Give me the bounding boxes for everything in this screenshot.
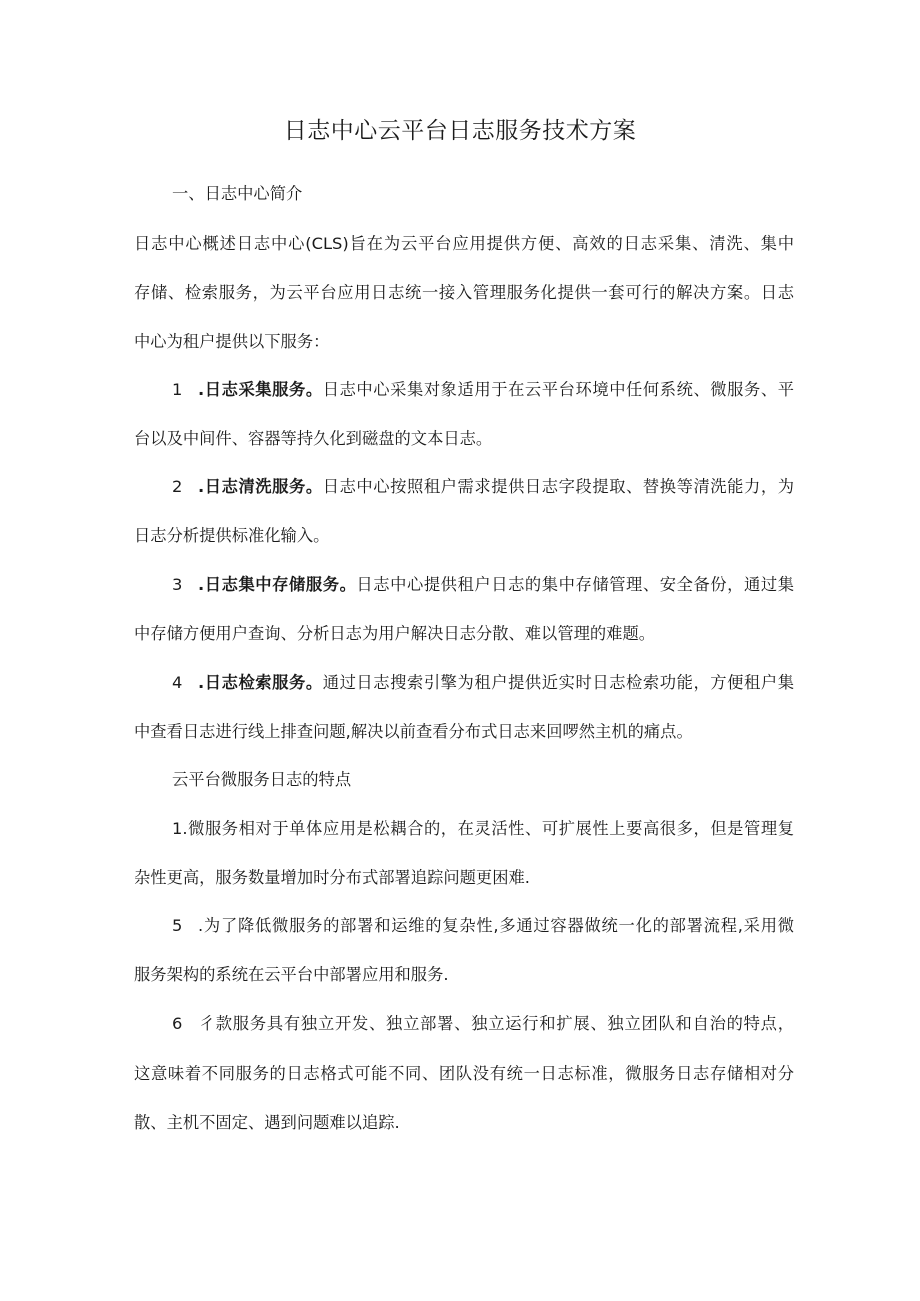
intro-line-2: 存储、检索服务，为云平台应用日志统一接入管理服务化提供一套可行的解决方案。日志 [134,283,794,302]
feature-desc: .为了降低微服务的部署和运维的复杂性,多通过容器做统一化的部署流程,采用微 [198,916,794,935]
feature-desc-continued: 杂性更高，服务数量增加时分布式部署追踪问题更困难. [134,868,530,887]
feature-desc-continued: 服务架构的系统在云平台中部署应用和服务. [134,965,449,984]
section-heading-features: 云平台微服务日志的特点 [172,770,352,789]
service-desc: 通过日志搜索引擎为租户提供近实时日志检索功能，方便租户集 [322,673,794,692]
section-heading-intro: 一、日志中心简介 [172,184,303,203]
service-item-storage [134,573,794,597]
service-desc: 日志中心提供租户日志的集中存储管理、安全备份，通过集 [356,575,794,594]
feature-number: 5 [172,916,183,935]
document-title: 日志中心云平台日志服务技术方案 [283,118,637,144]
service-name: .日志检索服务。 [198,673,323,692]
feature-item-loose-coupling: 1.微服务相对于单体应用是松耦合的，在灵活性、可扩展性上要高很多，但是管理复 [172,819,794,838]
service-desc: 日志中心按照租户需求提供日志字段提取、替换等清洗能力，为 [322,477,794,496]
service-item-cleaning [134,475,794,499]
service-name: .日志采集服务。 [198,380,323,399]
service-desc-continued: 日志分析提供标准化输入。 [134,526,330,545]
feature-desc: 彳款服务具有独立开发、独立部署、独立运行和扩展、独立团队和自治的特点， [198,1014,794,1033]
service-name: .日志集中存储服务。 [198,575,357,594]
service-desc-continued: 中存储方便用户查询、分析日志为用户解决日志分散、难以管理的难题。 [134,624,656,643]
service-item-search [134,671,794,695]
intro-line-3: 中心为租户提供以下服务： [134,332,330,351]
feature-item-containers [134,914,794,938]
service-name: .日志清洗服务。 [198,477,323,496]
feature-desc-continued: 这意味着不同服务的日志格式可能不同、团队没有统一日志标准，微服务日志存储相对分 [134,1064,794,1083]
service-number: 1 [172,380,183,399]
service-desc-continued: 中查看日志进行线上排查问题,解决以前查看分布式日志来回啰然主机的痛点。 [134,722,693,741]
service-number: 3 [172,575,183,594]
feature-desc-continued: 散、主机不固定、遇到问题难以追踪. [134,1113,400,1132]
service-desc-continued: 台以及中间件、容器等持久化到磁盘的文本日志。 [134,429,493,448]
service-number: 2 [172,477,183,496]
service-item-collection [134,378,794,402]
service-number: 4 [172,673,183,692]
intro-line-1: 日志中心概述日志中心(CLS)旨在为云平台应用提供方便、高效的日志采集、清洗、集中 [134,234,794,253]
feature-number: 6 [172,1014,183,1033]
service-desc: 日志中心采集对象适用于在云平台环境中任何系统、微服务、平 [322,380,794,399]
feature-item-independence [134,1012,794,1036]
